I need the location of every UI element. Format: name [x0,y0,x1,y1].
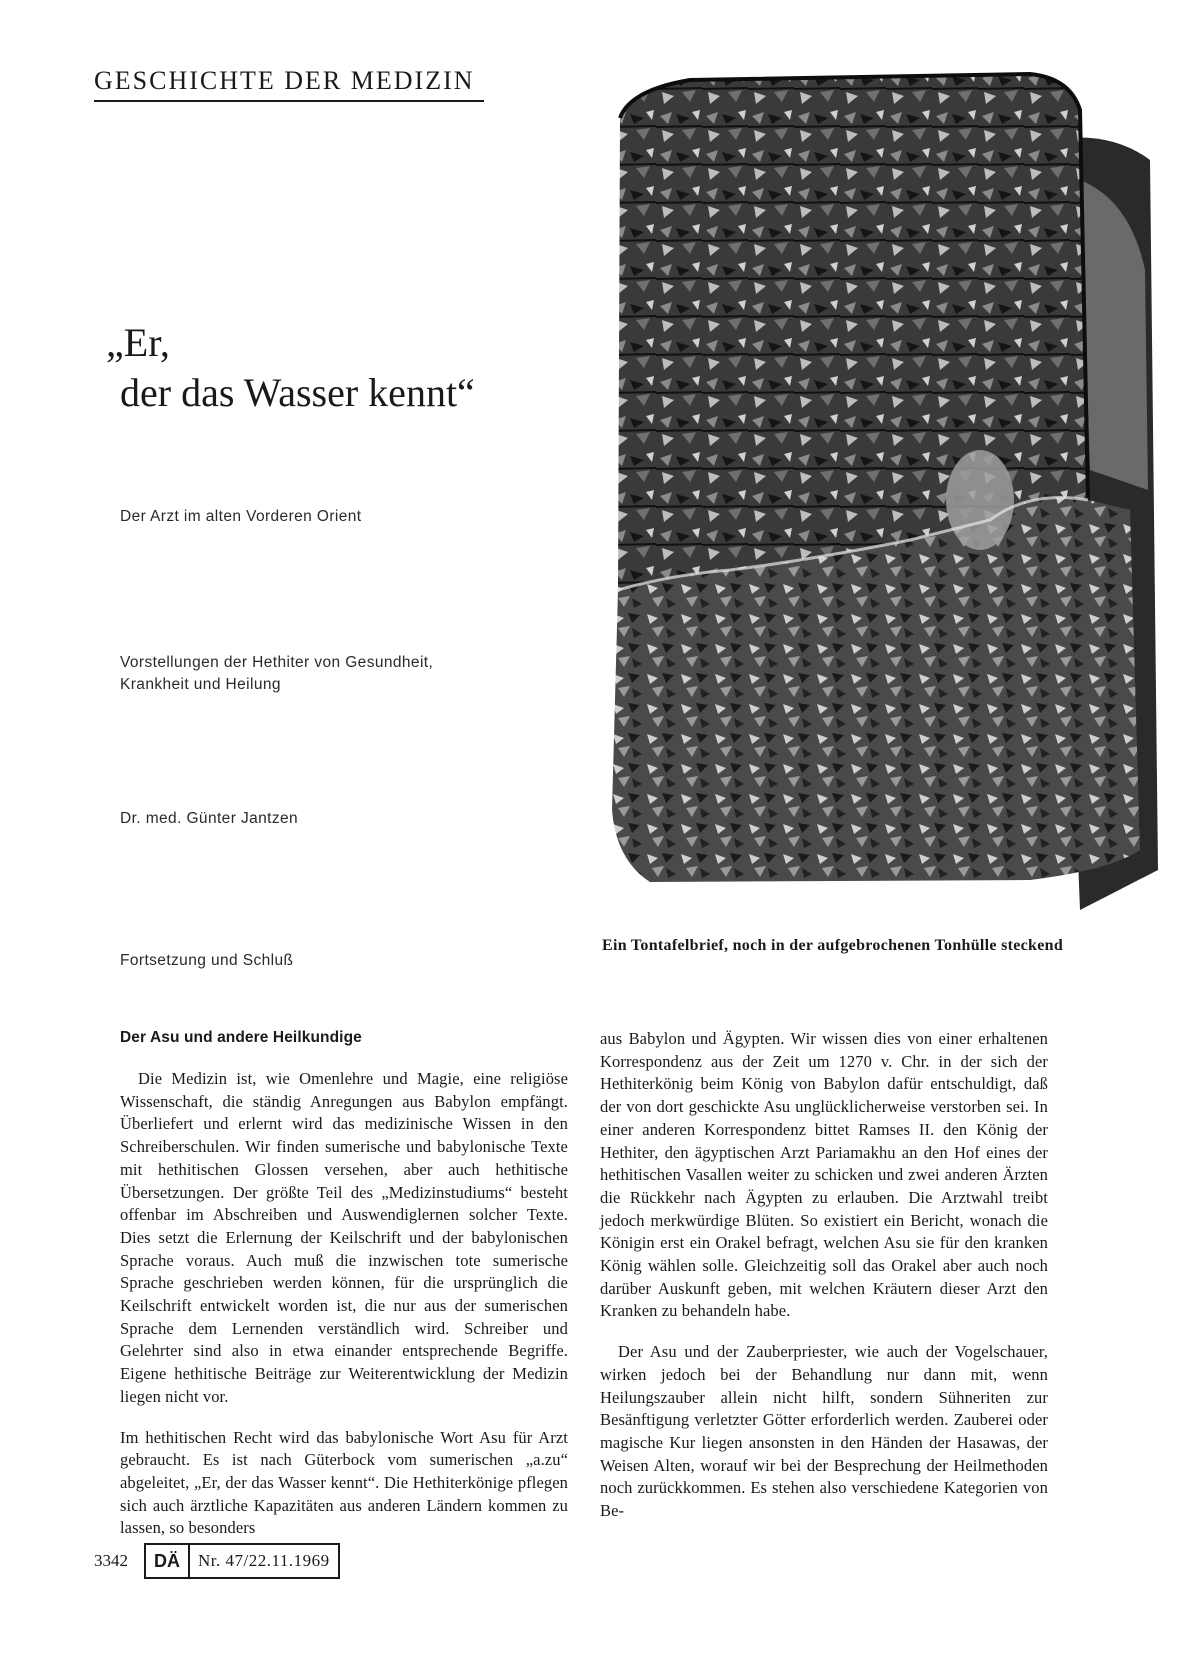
subtitle: Der Arzt im alten Vorderen Orient [120,508,362,525]
body-column-left [120,1028,568,1558]
title-line-1: „Er, [106,320,170,365]
figure-caption: Ein Tontafelbrief, noch in der aufgebrochenen Tonhülle steckend [602,937,1064,954]
article-title [106,318,475,418]
section-subheading: Der Asu und andere Heilkundige [120,1029,362,1046]
page-number: 3342 [94,1551,128,1570]
journal-box [144,1543,340,1579]
section-heading: GESCHICHTE DER MEDIZIN [94,66,484,102]
body-column-right [600,1028,1048,1541]
cuneiform-tablet-photo [610,70,1165,916]
paragraph: aus Babylon und Ägypten. Wir wissen dies von einer erhaltenen Korrespondenz aus der Zeit um 1270 v. Chr. in der sich der Hethiterkönig beim König von Babylon dafür entschuldigt, daß der von dort geschickte Asu unglücklicherweise verstorben sei. In einer anderen Korrespondenz bittet Ramses II. den König der Hethiter, den ägyptischen Arzt Pariamakhu an den Hof eines der hethitischen Vasallen weiter zu schicken und zwei anderen Ärzten die Rückkehr nach Ägypten zu erlauben. Die Arztwahl treibt jedoch merkwürdige Blüten. So existiert ein Bericht, wonach die Königin erst ein Orakel befragt, welchen Asu sie für den kranken König wählen solle. Gleichzeitig soll das Orakel aber auch noch darüber Auskunft geben, mit welchen Kräutern dieser Arzt den Kranken zu behandeln habe. [600,1029,1048,1321]
paragraph: Der Asu und der Zauberpriester, wie auch der Vogelschauer, wirken jedoch bei der Behandlung nur dann mit, wenn Heilungszauber allein nicht hilft, sondern Sühneriten zur Besänftigung verletzter Götter erforderlich werden. Zauberei oder magische Kur liegen ansonsten in den Händen der Hasawas, der Weisen Alten, worauf wir bei der Besprechung der Heilmethoden noch zurückkommen. Es stehen also verschiedene Kategorien von Be- [600,1342,1048,1521]
paragraph: Die Medizin ist, wie Omenlehre und Magie, eine religiöse Wissenschaft, die ständig Anregungen aus Babylon empfängt. Überliefert und erlernt wird das medizinische Wissen in den Schreiberschulen. Wir finden sumerische und babylonische Texte mit hethitischen Glossen versehen, aber auch hethitische Übersetzungen. Der größte Teil des „Medizinstudiums“ besteht offenbar im Abschreiben und Auswendiglernen solcher Texte. Dies setzt die Erlernung der Keilschrift und der babylonischen Sprache voraus. Auch muß die inzwischen tote sumerische Sprache geschrieben werden können, für die ursprünglich die Keilschrift entwickelt worden ist, die nur aus der sumerischen Sprache dem Lernenden verständlich wird. Schreiber und Gelehrter sind also in etwa einander entsprechende Begriffe. Eigene hethitische Beiträge zur Weiterentwicklung der Medizin liegen nicht vor. [120,1069,568,1406]
title-line-2: der das Wasser kennt“ [120,370,475,415]
paragraph: Im hethitischen Recht wird das babylonische Wort Asu für Arzt gebraucht. Es ist nach Güterbock vom sumerischen „a.zu“ abgeleitet, „Er, der das Wasser kennt“. Die Hethiterkönige pflegen sich auch ärztliche Kapazitäten aus anderen Ländern kommen zu lassen, so besonders [120,1427,568,1538]
journal-logo: DÄ [146,1545,190,1577]
page-footer [94,1544,340,1578]
continuation-note: Fortsetzung und Schluß [120,952,294,969]
topic-line: Vorstellungen der Hethiter von Gesundheit, Krankheit und Heilung [120,654,434,693]
author: Dr. med. Günter Jantzen [120,810,299,827]
issue-number: Nr. 47/22.11.1969 [198,1551,330,1570]
